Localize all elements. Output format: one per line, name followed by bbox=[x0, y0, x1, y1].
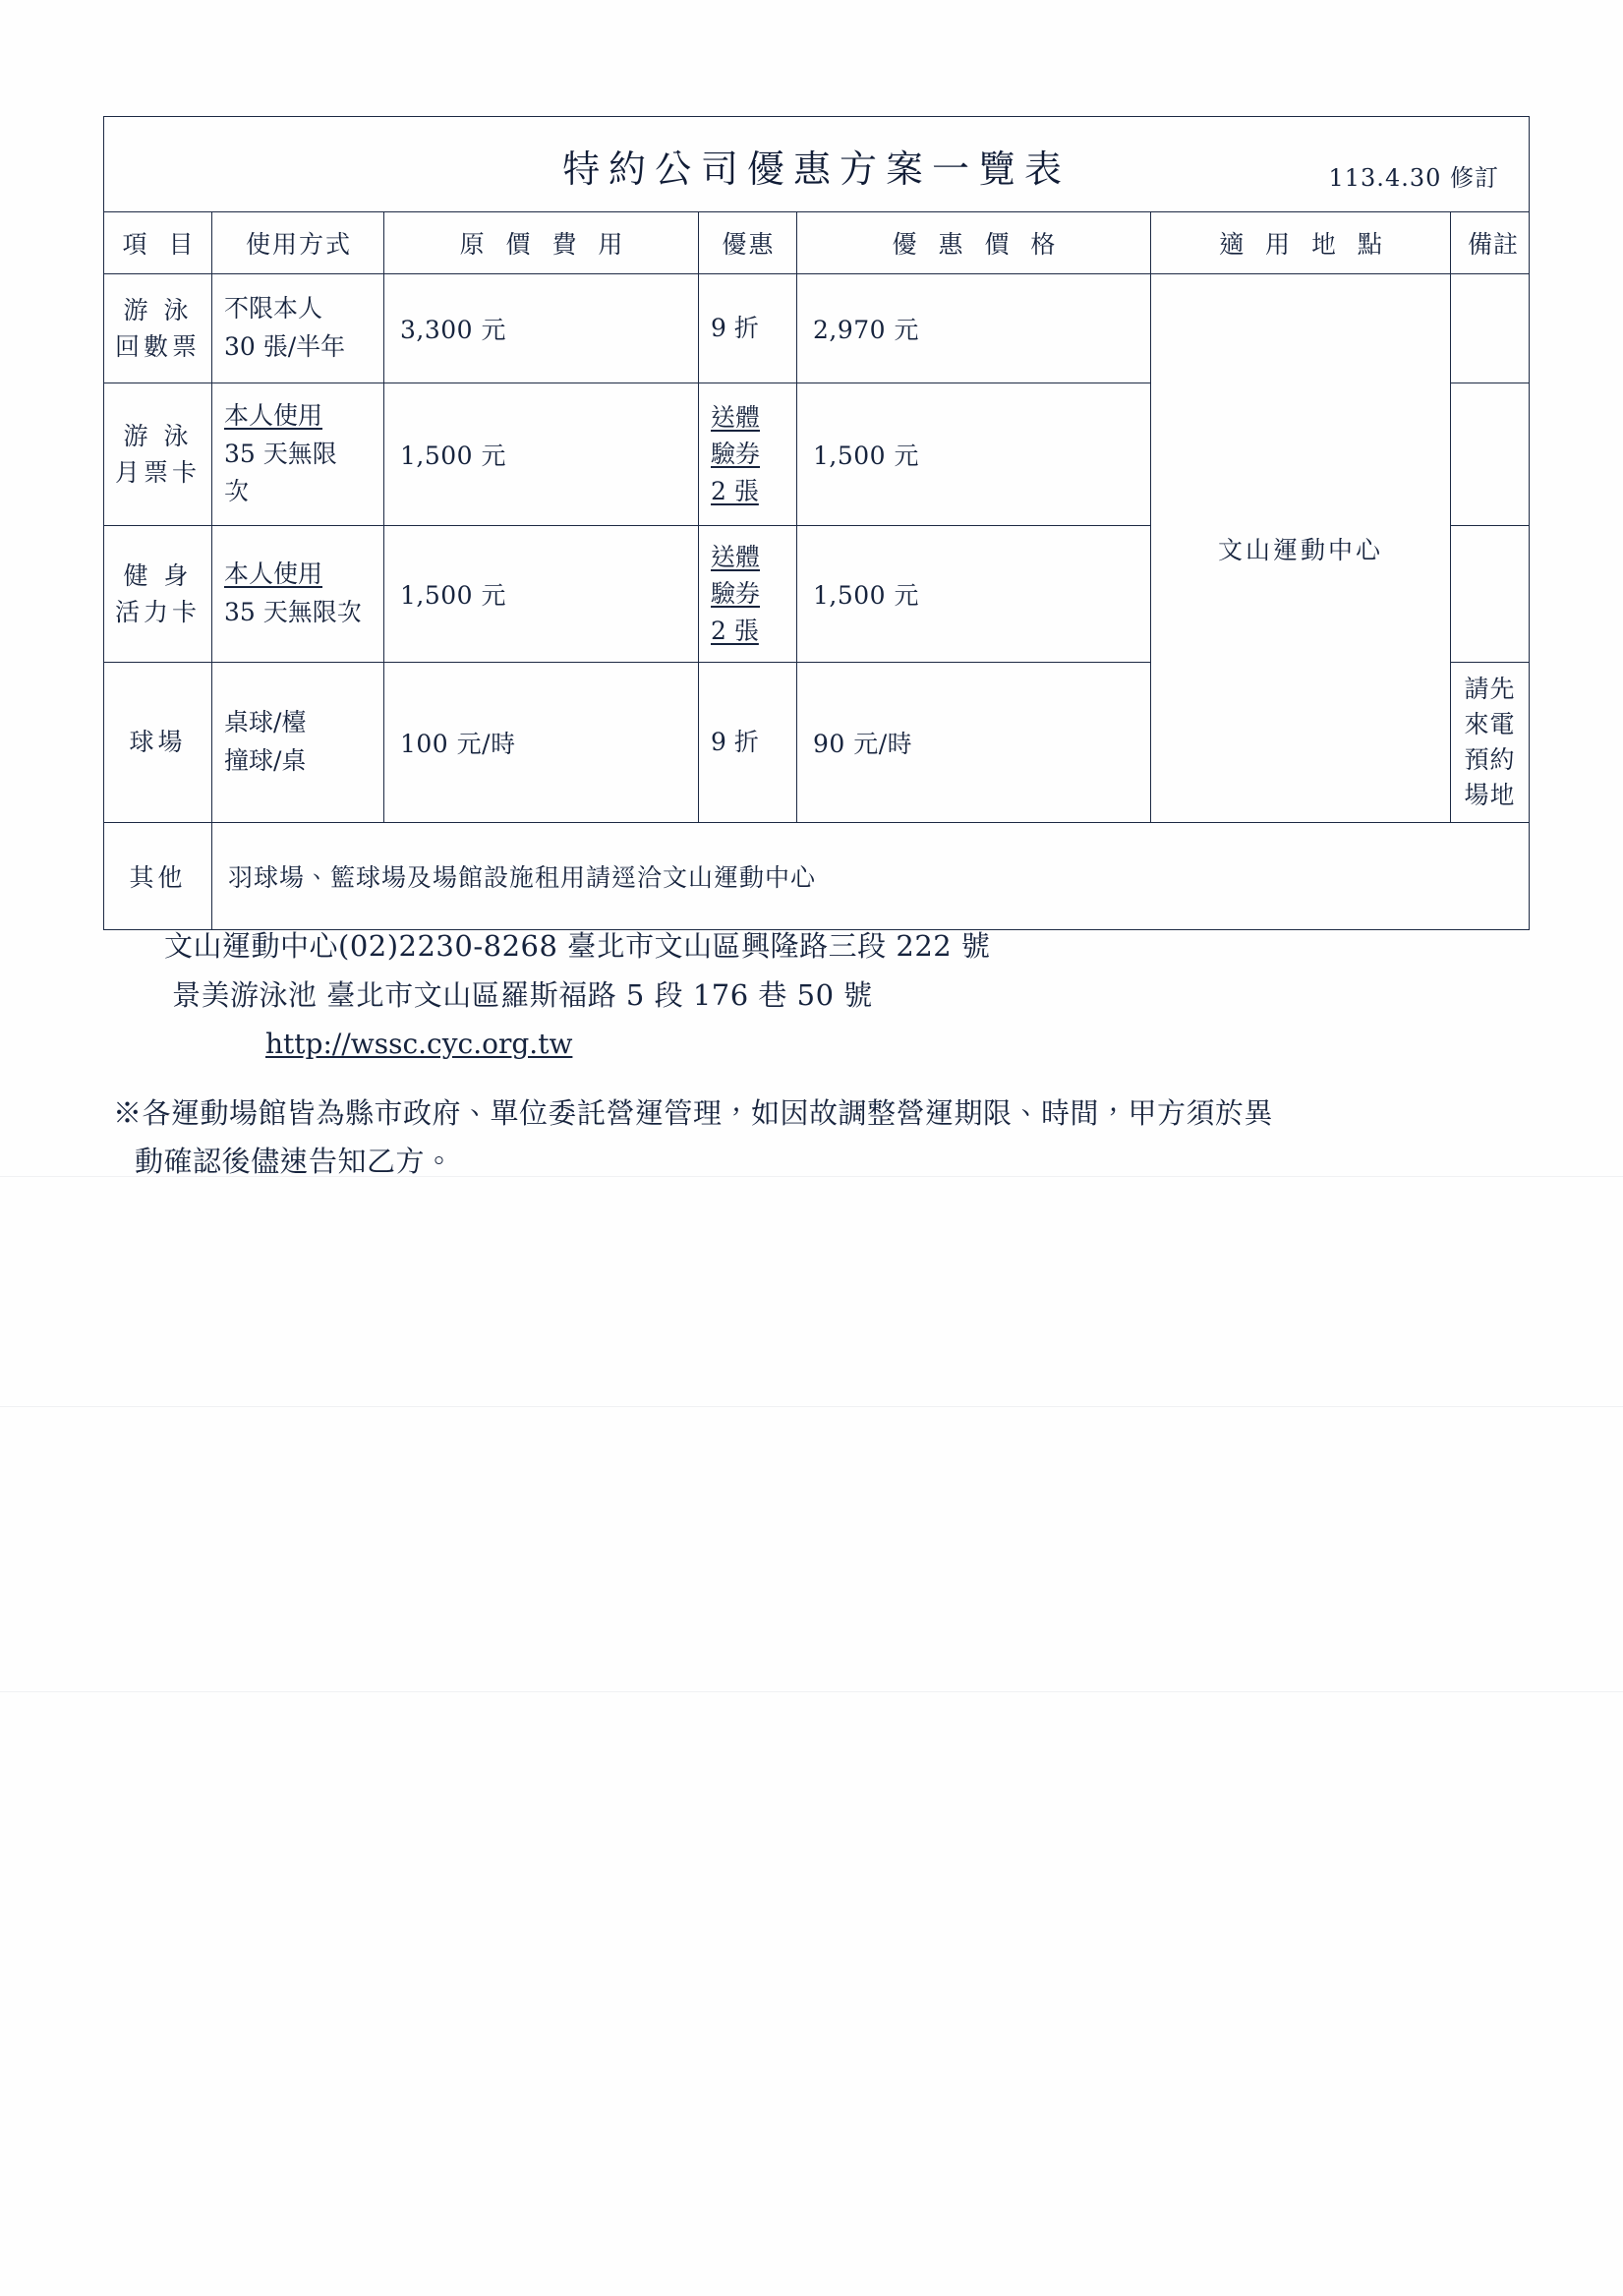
cell-item bbox=[104, 663, 212, 823]
usage-line-3: 次 bbox=[224, 477, 250, 506]
address-line-2: 景美游泳池 臺北市文山區羅斯福路 5 段 176 巷 50 號 bbox=[172, 977, 873, 1012]
cell-discount-price: 90 元/時 bbox=[797, 663, 1151, 823]
header-usage: 使用方式 bbox=[212, 212, 384, 274]
remark-line-4: 場地 bbox=[1464, 781, 1516, 810]
title-cell bbox=[104, 117, 1530, 212]
website-url-line bbox=[265, 1021, 1548, 1068]
cell-original-price: 3,300 元 bbox=[384, 274, 699, 383]
item-line-2: 月票卡 bbox=[114, 458, 201, 487]
cell-discount bbox=[699, 274, 797, 383]
remark-line-3: 預約 bbox=[1464, 745, 1516, 774]
item-line-2: 活力卡 bbox=[114, 598, 201, 626]
item-line-1: 球場 bbox=[129, 728, 187, 757]
cell-discount-price: 2,970 元 bbox=[797, 274, 1151, 383]
remark-line-1: 請先 bbox=[1464, 674, 1516, 703]
cell-other-label: 其他 bbox=[104, 823, 212, 930]
cell-discount-price: 1,500 元 bbox=[797, 383, 1151, 526]
revision-date: 113.4.30 修訂 bbox=[1328, 164, 1500, 192]
header-location: 適 用 地 點 bbox=[1151, 212, 1451, 274]
footnote-line-1: ※各運動場館皆為縣市政府、單位委託營運管理，如因故調整營運期限、時間，甲方須於異 bbox=[113, 1095, 1274, 1130]
cell-usage bbox=[212, 663, 384, 823]
cell-item bbox=[104, 274, 212, 383]
discount-line-2: 驗券 bbox=[711, 440, 761, 469]
table-row bbox=[104, 274, 1530, 383]
usage-line-1: 桌球/檯 bbox=[224, 708, 307, 737]
footnote bbox=[113, 1089, 1548, 1185]
cell-item bbox=[104, 526, 212, 663]
remark-line-2: 來電 bbox=[1464, 709, 1516, 738]
cell-item bbox=[104, 383, 212, 526]
page-title: 特約公司優惠方案一覽表 bbox=[562, 147, 1072, 191]
cell-discount bbox=[699, 663, 797, 823]
footnote-line-2: 動確認後儘速告知乙方。 bbox=[135, 1144, 454, 1178]
usage-line-2: 撞球/桌 bbox=[224, 746, 307, 775]
cell-remark-empty-1 bbox=[1451, 274, 1530, 383]
cell-discount bbox=[699, 526, 797, 663]
footer-block bbox=[103, 922, 1548, 1185]
header-original-price: 原 價 費 用 bbox=[384, 212, 699, 274]
cell-remark bbox=[1451, 663, 1530, 823]
benefits-table bbox=[103, 116, 1530, 930]
usage-line-2: 35 天無限 bbox=[224, 439, 337, 468]
usage-line-1: 本人使用 bbox=[224, 400, 323, 430]
benefits-table-container bbox=[103, 116, 1529, 930]
discount-line-1: 送體 bbox=[711, 542, 761, 571]
discount-line-3: 2 張 bbox=[711, 476, 759, 505]
table-title-row bbox=[104, 117, 1530, 212]
item-line-1: 游 泳 bbox=[123, 421, 193, 450]
item-line-1: 游 泳 bbox=[123, 295, 193, 324]
discount-line-1: 9 折 bbox=[711, 728, 759, 757]
header-discount-price: 優 惠 價 格 bbox=[797, 212, 1151, 274]
cell-original-price: 100 元/時 bbox=[384, 663, 699, 823]
cell-remark-empty-3 bbox=[1451, 526, 1530, 663]
cell-original-price: 1,500 元 bbox=[384, 383, 699, 526]
table-header-row bbox=[104, 212, 1530, 274]
usage-line-2: 35 天無限次 bbox=[224, 598, 362, 626]
usage-line-1: 不限本人 bbox=[224, 294, 323, 324]
website-url[interactable]: http://wssc.cyc.org.tw bbox=[265, 1027, 573, 1060]
discount-line-1: 送體 bbox=[711, 402, 761, 432]
cell-usage bbox=[212, 274, 384, 383]
address-line-1: 文山運動中心(02)2230-8268 臺北市文山區興隆路三段 222 號 bbox=[164, 929, 991, 963]
header-discount: 優惠 bbox=[699, 212, 797, 274]
usage-line-2: 30 張/半年 bbox=[224, 332, 346, 361]
item-line-1: 健 身 bbox=[123, 560, 193, 590]
cell-usage bbox=[212, 383, 384, 526]
cell-other-text: 羽球場、籃球場及場館設施租用請逕洽文山運動中心 bbox=[212, 823, 1530, 930]
cell-location: 文山運動中心 bbox=[1151, 274, 1451, 823]
cell-discount bbox=[699, 383, 797, 526]
discount-line-2: 驗券 bbox=[711, 579, 761, 609]
cell-remark-empty-2 bbox=[1451, 383, 1530, 526]
header-remark: 備註 bbox=[1451, 212, 1530, 274]
header-item: 項 目 bbox=[104, 212, 212, 274]
discount-line-1: 9 折 bbox=[711, 314, 759, 343]
table-row-other bbox=[104, 823, 1530, 930]
cell-discount-price: 1,500 元 bbox=[797, 526, 1151, 663]
cell-original-price: 1,500 元 bbox=[384, 526, 699, 663]
discount-line-3: 2 張 bbox=[711, 616, 759, 645]
cell-usage bbox=[212, 526, 384, 663]
usage-line-1: 本人使用 bbox=[224, 559, 323, 589]
item-line-2: 回數票 bbox=[114, 332, 201, 361]
